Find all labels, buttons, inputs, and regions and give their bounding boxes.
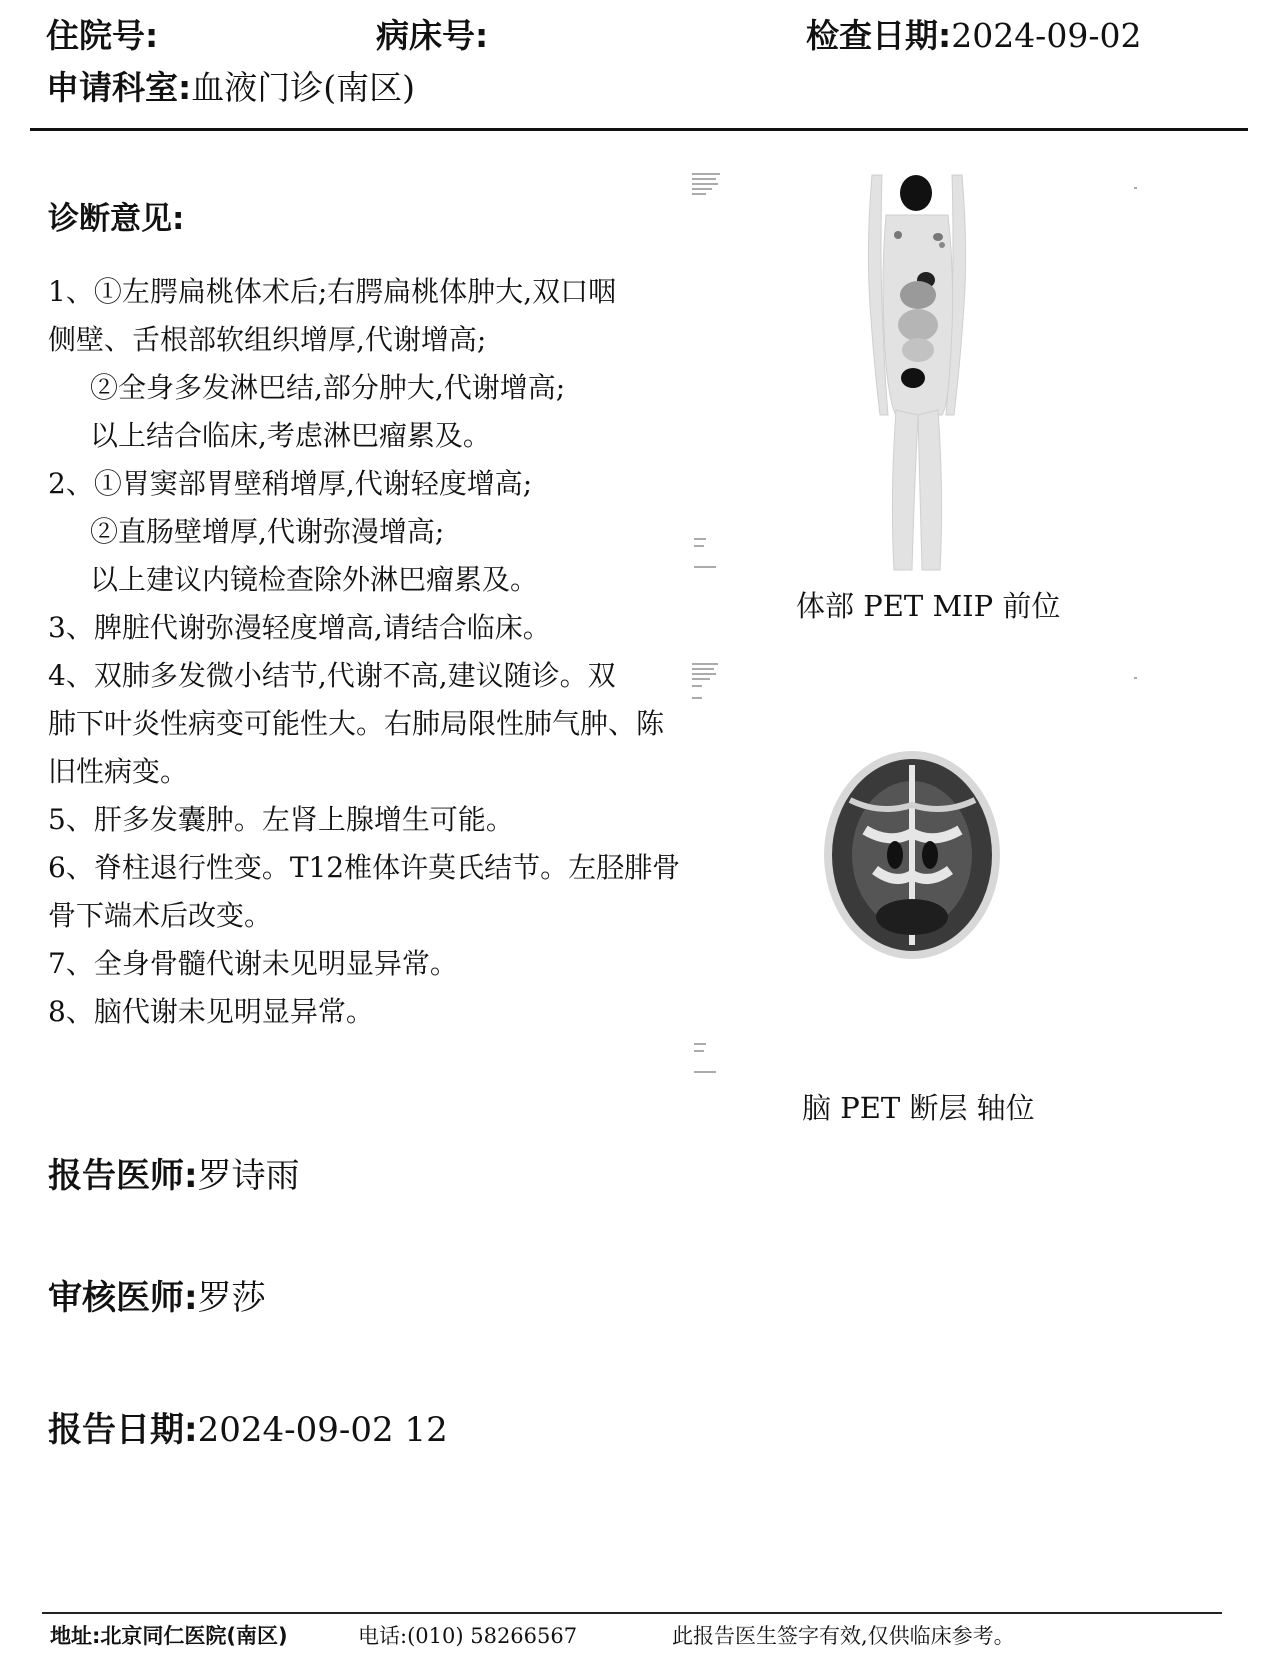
exam-date-value: 2024-09-02 (951, 16, 1142, 55)
diagnosis-line: 以上建议内镜检查除外淋巴瘤累及。 (90, 563, 539, 596)
diagnosis-line: 7、全身骨髓代谢未见明显异常。 (48, 947, 458, 980)
diagnosis-line: 4、双肺多发微小结节,代谢不高,建议随诊。双 (48, 659, 616, 692)
pet-mip-caption: 体部 PET MIP 前位 (796, 589, 1061, 623)
diagnosis-line: 2、①胃窦部胃壁稍增厚,代谢轻度增高; (48, 467, 533, 500)
diagnosis-line: 5、肝多发囊肿。左肾上腺增生可能。 (48, 803, 514, 836)
department-value: 血液门诊(南区) (191, 68, 415, 107)
diagnosis-line: 6、脊柱退行性变。T12椎体许莫氏结节。左胫腓骨 (48, 851, 681, 884)
footer-divider (42, 1612, 1222, 1614)
reporting-physician-label: 报告医师: (48, 1156, 198, 1196)
diagnosis-line: 旧性病变。 (48, 755, 189, 788)
diagnosis-line: 3、脾脏代谢弥漫轻度增高,请结合临床。 (48, 611, 551, 644)
hospital-phone: 电话:(010) 58266567 (358, 1624, 578, 1648)
report-disclaimer: 此报告医生签字有效,仅供临床参考。 (672, 1624, 1015, 1648)
diagnosis-title: 诊断意见: (48, 201, 185, 237)
hospital-address: 地址:北京同仁医院(南区) (50, 1624, 288, 1648)
report-date-label: 报告日期: (48, 1410, 198, 1450)
diagnosis-line: 8、脑代谢未见明显异常。 (48, 995, 374, 1028)
diagnosis-list (48, 268, 681, 1036)
department-label: 申请科室: (46, 68, 192, 107)
diagnosis-line: 侧壁、舌根部软组织增厚,代谢增高; (48, 323, 487, 356)
diagnosis-line: 1、①左腭扁桃体术后;右腭扁桃体肿大,双口咽 (48, 275, 617, 308)
brain-pet-caption: 脑 PET 断层 轴位 (802, 1091, 1035, 1125)
report-date-value: 2024-09-02 12 (197, 1410, 448, 1450)
pet-mip-image (690, 165, 1160, 585)
header-divider (30, 128, 1248, 131)
exam-date-label: 检查日期: (806, 16, 952, 55)
admission-number-label: 住院号: (46, 16, 159, 55)
diagnosis-line: 以上结合临床,考虑淋巴瘤累及。 (90, 419, 491, 452)
reviewing-physician (48, 1270, 266, 1319)
bed-number-label: 病床号: (376, 16, 489, 55)
brain-pet-image (690, 655, 1160, 1085)
department (46, 68, 415, 108)
diagnosis-line: 肺下叶炎性病变可能性大。右肺局限性肺气肿、陈 (48, 707, 665, 740)
reporting-physician-name: 罗诗雨 (197, 1156, 300, 1196)
diagnosis-line: ②全身多发淋巴结,部分肿大,代谢增高; (90, 371, 566, 404)
reviewing-physician-label: 审核医师: (48, 1278, 198, 1318)
reporting-physician (48, 1148, 300, 1197)
diagnosis-line: ②直肠壁增厚,代谢弥漫增高; (90, 515, 445, 548)
reviewing-physician-name: 罗莎 (197, 1278, 266, 1318)
report-date (48, 1402, 448, 1451)
diagnosis-line: 骨下端术后改变。 (48, 899, 273, 932)
exam-date (806, 16, 1141, 56)
